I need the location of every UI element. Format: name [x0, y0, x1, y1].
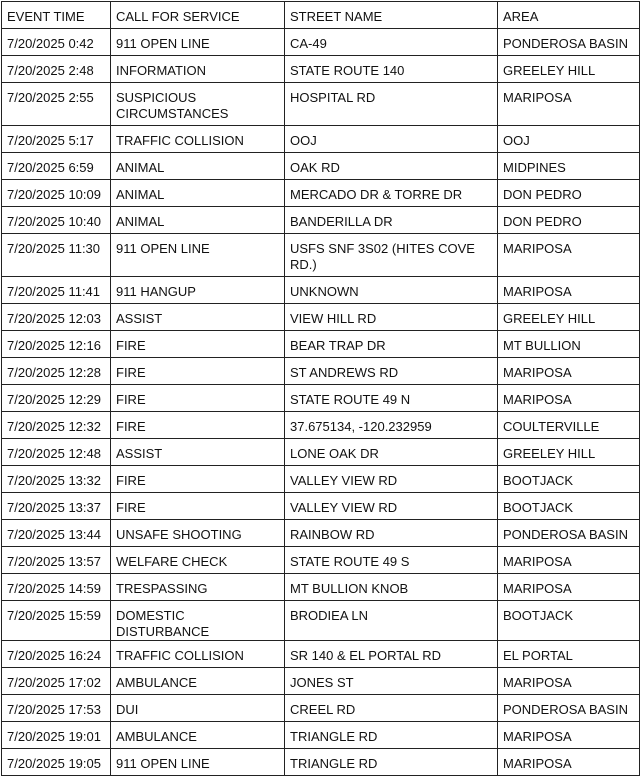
call-for-service-cell: ANIMAL	[111, 153, 285, 180]
table-row	[2, 153, 640, 180]
street-name-cell: OOJ	[285, 126, 498, 153]
street-name-cell: VALLEY VIEW RD	[285, 493, 498, 520]
area-cell: DON PEDRO	[498, 207, 640, 234]
street-name-cell: VIEW HILL RD	[285, 304, 498, 331]
event-time-cell: 7/20/2025 17:02	[2, 668, 111, 695]
header-call-for-service: CALL FOR SERVICE	[111, 2, 285, 29]
table-row	[2, 439, 640, 466]
table-row	[2, 722, 640, 749]
street-name-cell: LONE OAK DR	[285, 439, 498, 466]
call-for-service-cell: TRESPASSING	[111, 574, 285, 601]
street-name-cell: VALLEY VIEW RD	[285, 466, 498, 493]
area-cell: OOJ	[498, 126, 640, 153]
area-cell: GREELEY HILL	[498, 56, 640, 83]
call-for-service-cell: SUSPICIOUS CIRCUMSTANCES	[111, 83, 285, 126]
call-for-service-cell: AMBULANCE	[111, 722, 285, 749]
call-for-service-cell: FIRE	[111, 466, 285, 493]
call-for-service-cell: ANIMAL	[111, 180, 285, 207]
event-time-cell: 7/20/2025 12:48	[2, 439, 111, 466]
street-name-cell: MERCADO DR & TORRE DR	[285, 180, 498, 207]
call-for-service-cell: DOMESTIC DISTURBANCE	[111, 601, 285, 641]
call-for-service-cell: TRAFFIC COLLISION	[111, 126, 285, 153]
event-time-cell: 7/20/2025 19:01	[2, 722, 111, 749]
street-name-cell: HOSPITAL RD	[285, 83, 498, 126]
event-time-cell: 7/20/2025 6:59	[2, 153, 111, 180]
event-time-cell: 7/20/2025 12:03	[2, 304, 111, 331]
call-log-table	[1, 1, 640, 776]
call-for-service-cell: ASSIST	[111, 439, 285, 466]
area-cell: MARIPOSA	[498, 385, 640, 412]
table-row	[2, 574, 640, 601]
street-name-cell: UNKNOWN	[285, 277, 498, 304]
call-for-service-cell: FIRE	[111, 493, 285, 520]
street-name-cell: STATE ROUTE 49 N	[285, 385, 498, 412]
event-time-cell: 7/20/2025 13:57	[2, 547, 111, 574]
street-name-cell: STATE ROUTE 140	[285, 56, 498, 83]
street-name-cell: TRIANGLE RD	[285, 749, 498, 776]
area-cell: PONDEROSA BASIN	[498, 695, 640, 722]
call-for-service-cell: UNSAFE SHOOTING	[111, 520, 285, 547]
table-row	[2, 207, 640, 234]
area-cell: MT BULLION	[498, 331, 640, 358]
header-row	[2, 2, 640, 29]
area-cell: EL PORTAL	[498, 641, 640, 668]
event-time-cell: 7/20/2025 13:44	[2, 520, 111, 547]
event-time-cell: 7/20/2025 16:24	[2, 641, 111, 668]
table-row	[2, 331, 640, 358]
header-street-name: STREET NAME	[285, 2, 498, 29]
area-cell: GREELEY HILL	[498, 439, 640, 466]
street-name-cell: USFS SNF 3S02 (HITES COVE RD.)	[285, 234, 498, 277]
area-cell: MARIPOSA	[498, 234, 640, 277]
table-row	[2, 83, 640, 126]
event-time-cell: 7/20/2025 11:30	[2, 234, 111, 277]
event-time-cell: 7/20/2025 12:16	[2, 331, 111, 358]
area-cell: MIDPINES	[498, 153, 640, 180]
area-cell: MARIPOSA	[498, 277, 640, 304]
event-time-cell: 7/20/2025 2:48	[2, 56, 111, 83]
table-row	[2, 126, 640, 153]
table-row	[2, 412, 640, 439]
call-for-service-cell: FIRE	[111, 412, 285, 439]
table-header	[2, 2, 640, 29]
event-time-cell: 7/20/2025 10:09	[2, 180, 111, 207]
event-time-cell: 7/20/2025 15:59	[2, 601, 111, 641]
street-name-cell: CA-49	[285, 29, 498, 56]
area-cell: BOOTJACK	[498, 493, 640, 520]
event-time-cell: 7/20/2025 10:40	[2, 207, 111, 234]
call-for-service-cell: FIRE	[111, 331, 285, 358]
event-time-cell: 7/20/2025 17:53	[2, 695, 111, 722]
call-for-service-cell: TRAFFIC COLLISION	[111, 641, 285, 668]
street-name-cell: STATE ROUTE 49 S	[285, 547, 498, 574]
call-for-service-cell: 911 OPEN LINE	[111, 29, 285, 56]
area-cell: PONDEROSA BASIN	[498, 29, 640, 56]
event-time-cell: 7/20/2025 14:59	[2, 574, 111, 601]
event-time-cell: 7/20/2025 11:41	[2, 277, 111, 304]
call-for-service-cell: ANIMAL	[111, 207, 285, 234]
call-for-service-cell: ASSIST	[111, 304, 285, 331]
call-for-service-cell: 911 HANGUP	[111, 277, 285, 304]
event-time-cell: 7/20/2025 2:55	[2, 83, 111, 126]
table-row	[2, 695, 640, 722]
area-cell: GREELEY HILL	[498, 304, 640, 331]
area-cell: MARIPOSA	[498, 722, 640, 749]
street-name-cell: CREEL RD	[285, 695, 498, 722]
table-row	[2, 29, 640, 56]
table-body	[2, 29, 640, 776]
street-name-cell: 37.675134, -120.232959	[285, 412, 498, 439]
table-row	[2, 601, 640, 641]
call-for-service-cell: WELFARE CHECK	[111, 547, 285, 574]
table-row	[2, 358, 640, 385]
area-cell: BOOTJACK	[498, 601, 640, 641]
street-name-cell: OAK RD	[285, 153, 498, 180]
street-name-cell: BRODIEA LN	[285, 601, 498, 641]
table-row	[2, 277, 640, 304]
street-name-cell: JONES ST	[285, 668, 498, 695]
table-row	[2, 493, 640, 520]
header-area: AREA	[498, 2, 640, 29]
call-for-service-cell: FIRE	[111, 385, 285, 412]
table-row	[2, 385, 640, 412]
area-cell: MARIPOSA	[498, 358, 640, 385]
event-time-cell: 7/20/2025 12:28	[2, 358, 111, 385]
street-name-cell: ST ANDREWS RD	[285, 358, 498, 385]
header-event-time: EVENT TIME	[2, 2, 111, 29]
event-time-cell: 7/20/2025 0:42	[2, 29, 111, 56]
street-name-cell: MT BULLION KNOB	[285, 574, 498, 601]
event-time-cell: 7/20/2025 12:32	[2, 412, 111, 439]
table-row	[2, 56, 640, 83]
area-cell: COULTERVILLE	[498, 412, 640, 439]
call-for-service-cell: DUI	[111, 695, 285, 722]
call-for-service-cell: INFORMATION	[111, 56, 285, 83]
table-row	[2, 466, 640, 493]
area-cell: MARIPOSA	[498, 574, 640, 601]
event-time-cell: 7/20/2025 13:37	[2, 493, 111, 520]
call-for-service-cell: AMBULANCE	[111, 668, 285, 695]
table-row	[2, 668, 640, 695]
area-cell: PONDEROSA BASIN	[498, 520, 640, 547]
event-time-cell: 7/20/2025 19:05	[2, 749, 111, 776]
area-cell: MARIPOSA	[498, 668, 640, 695]
event-time-cell: 7/20/2025 5:17	[2, 126, 111, 153]
table-row	[2, 520, 640, 547]
area-cell: MARIPOSA	[498, 83, 640, 126]
call-for-service-cell: 911 OPEN LINE	[111, 749, 285, 776]
event-time-cell: 7/20/2025 12:29	[2, 385, 111, 412]
area-cell: MARIPOSA	[498, 749, 640, 776]
area-cell: BOOTJACK	[498, 466, 640, 493]
street-name-cell: SR 140 & EL PORTAL RD	[285, 641, 498, 668]
area-cell: DON PEDRO	[498, 180, 640, 207]
event-time-cell: 7/20/2025 13:32	[2, 466, 111, 493]
street-name-cell: BEAR TRAP DR	[285, 331, 498, 358]
street-name-cell: BANDERILLA DR	[285, 207, 498, 234]
table-row	[2, 304, 640, 331]
table-row	[2, 641, 640, 668]
street-name-cell: TRIANGLE RD	[285, 722, 498, 749]
street-name-cell: RAINBOW RD	[285, 520, 498, 547]
call-for-service-cell: FIRE	[111, 358, 285, 385]
call-for-service-cell: 911 OPEN LINE	[111, 234, 285, 277]
table-row	[2, 180, 640, 207]
table-row	[2, 234, 640, 277]
area-cell: MARIPOSA	[498, 547, 640, 574]
table-row	[2, 749, 640, 776]
table-row	[2, 547, 640, 574]
